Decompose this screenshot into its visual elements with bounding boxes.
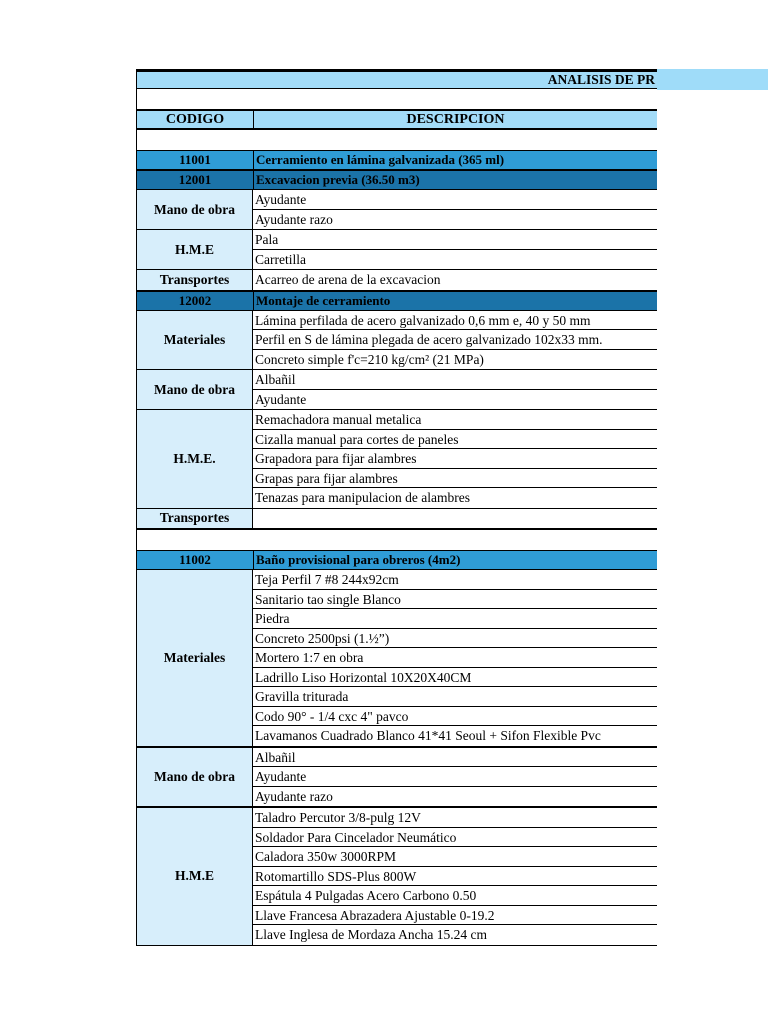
column-header-description: DESCRIPCION (406, 112, 505, 127)
category-label: H.M.E (137, 230, 253, 269)
resource-line[interactable]: Grapas para fijar alambres (253, 469, 657, 489)
resource-line[interactable]: Acarreo de arena de la excavacion (255, 272, 441, 287)
category-label: Materiales (137, 570, 253, 746)
resource-line[interactable]: Taladro Percutor 3/8-pulg 12V (253, 808, 657, 828)
item-description: Cerramiento en lámina galvanizada (365 ml) (256, 152, 505, 167)
resource-line[interactable]: Albañil (253, 748, 657, 768)
resource-line[interactable]: Remachadora manual metalica (253, 410, 657, 430)
subitem-description: Montaje de cerramiento (256, 292, 391, 308)
item-row-11002[interactable] (136, 550, 657, 570)
resource-line[interactable]: Soldador Para Cincelador Neumático (253, 828, 657, 848)
column-header-row (136, 109, 657, 130)
resource-line[interactable]: Espátula 4 Pulgadas Acero Carbono 0.50 (253, 886, 657, 906)
resource-line[interactable]: Codo 90° - 1/4 cxc 4" pavco (253, 707, 657, 727)
resource-line[interactable]: Ladrillo Liso Horizontal 10X20X40CM (253, 668, 657, 688)
resource-line[interactable]: Pala (253, 230, 657, 250)
category-label: H.M.E. (137, 410, 253, 508)
subitem-code: 12001 (137, 171, 254, 189)
resource-line[interactable]: Ayudante (253, 190, 657, 210)
resource-line[interactable]: Grapadora para fijar alambres (253, 449, 657, 469)
column-header-code: CODIGO (137, 111, 254, 128)
resource-line[interactable]: Llave Francesa Abrazadera Ajustable 0-19.2 (253, 906, 657, 926)
category-label: Transportes (137, 270, 253, 290)
resource-line[interactable]: Teja Perfil 7 #8 244x92cm (253, 570, 657, 590)
resource-line[interactable]: Gravilla triturada (253, 687, 657, 707)
group-hme (136, 808, 657, 946)
resource-line[interactable]: Concreto 2500psi (1.½”) (253, 629, 657, 649)
category-label: Mano de obra (137, 748, 253, 807)
item-row-11001[interactable] (136, 150, 657, 170)
subitem-description: Excavacion previa (36.50 m3) (256, 172, 420, 187)
title-band-extension (657, 69, 768, 90)
resource-line[interactable]: Rotomartillo SDS-Plus 800W (253, 867, 657, 887)
resource-line[interactable]: Lavamanos Cuadrado Blanco 41*41 Seoul + Sifon Flexible Pvc (255, 728, 601, 743)
resource-line[interactable]: Albañil (253, 370, 657, 390)
category-label: H.M.E (137, 808, 253, 945)
category-label: Materiales (137, 311, 253, 370)
resource-line[interactable]: Perfil en S de lámina plegada de acero galvanizado 102x33 mm. (253, 330, 657, 350)
resource-line[interactable]: Carretilla (255, 251, 306, 267)
group-transportes (136, 509, 657, 531)
item-code: 11001 (137, 151, 254, 169)
group-materiales (136, 311, 657, 371)
resource-line[interactable]: Tenazas para manipulacion de alambres (255, 490, 470, 505)
group-transportes (136, 270, 657, 291)
group-hme (136, 230, 657, 270)
resource-line[interactable]: Ayudante (253, 767, 657, 787)
category-label: Mano de obra (137, 370, 253, 409)
group-mano-de-obra (136, 190, 657, 230)
group-mano-de-obra (136, 748, 657, 809)
subitem-code: 12002 (137, 292, 254, 310)
group-materiales (136, 570, 657, 748)
group-hme (136, 410, 657, 509)
resource-line[interactable]: Ayudante (255, 391, 307, 407)
category-label: Transportes (137, 509, 253, 529)
resource-line[interactable]: Ayudante razo (255, 788, 333, 804)
resource-line[interactable]: Ayudante razo (255, 211, 333, 227)
sheet-title: ANALISIS DE PR (136, 69, 657, 89)
blank-row (136, 89, 657, 109)
group-mano-de-obra (136, 370, 657, 410)
resource-line[interactable]: Llave Inglesa de Mordaza Ancha 15.24 cm (255, 927, 488, 942)
blank-row (136, 130, 657, 150)
resource-line[interactable]: Piedra (253, 609, 657, 629)
resource-line[interactable]: Mortero 1:7 en obra (253, 648, 657, 668)
resource-line[interactable]: Concreto simple f'c=210 kg/cm² (21 MPa) (255, 351, 484, 367)
resource-line[interactable]: Lámina perfilada de acero galvanizado 0,6 mm e, 40 y 50 mm (253, 311, 657, 331)
resource-line[interactable]: Sanitario tao single Blanco (253, 590, 657, 610)
resource-line[interactable]: Cizalla manual para cortes de paneles (253, 430, 657, 450)
item-code: 11002 (137, 551, 254, 569)
blank-row (136, 530, 657, 550)
subitem-row-12001[interactable] (136, 170, 657, 190)
item-description: Baño provisional para obreros (4m2) (256, 552, 461, 567)
category-label: Mano de obra (137, 190, 253, 229)
subitem-row-12002[interactable] (136, 291, 657, 311)
resource-line[interactable] (253, 509, 657, 529)
analysis-sheet (136, 69, 657, 946)
resource-line[interactable]: Caladora 350w 3000RPM (253, 847, 657, 867)
